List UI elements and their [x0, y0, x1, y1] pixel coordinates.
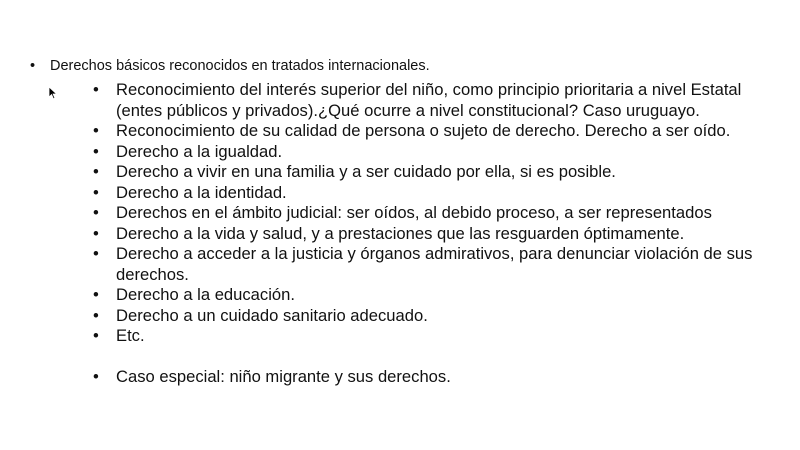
list-item	[93, 244, 783, 285]
list-item	[93, 162, 783, 183]
sub-bullet-list	[93, 80, 783, 387]
list-item	[93, 203, 783, 224]
list-item-text: Derecho a vivir en una familia y a ser cuidado por ella, si es posible.	[116, 162, 616, 181]
list-item	[93, 306, 783, 327]
list-item-text: Reconocimiento de su calidad de persona o sujeto de derecho. Derecho a ser oído.	[116, 121, 731, 140]
bullet-icon: •	[93, 203, 99, 222]
list-item-text: Caso especial: niño migrante y sus derechos.	[116, 366, 451, 386]
list-item	[93, 367, 783, 388]
list-item	[93, 224, 783, 245]
bullet-icon: •	[93, 182, 99, 202]
bullet-icon: •	[93, 223, 99, 243]
list-item-text: Derechos en el ámbito judicial: ser oídos, al debido proceso, a ser representados	[116, 203, 712, 222]
list-item-text: Derecho a la educación.	[116, 285, 295, 304]
bullet-icon: •	[93, 244, 99, 263]
list-item-text: Derecho a la identidad.	[116, 182, 287, 202]
list-item	[93, 326, 783, 347]
bullet-icon: •	[93, 121, 99, 140]
bullet-icon: •	[93, 80, 99, 99]
list-item	[93, 183, 783, 204]
bullet-icon: •	[93, 366, 99, 386]
bullet-icon: •	[93, 326, 99, 345]
list-item-text: Derecho a acceder a la justicia y órganos admirativos, para denunciar violación de sus derechos.	[116, 244, 753, 284]
list-item	[93, 121, 783, 142]
top-bullet-text: Derechos básicos reconocidos en tratados internacionales.	[50, 58, 430, 74]
bullet-icon: •	[93, 141, 99, 161]
list-item-text: Reconocimiento del interés superior del niño, como principio prioritaria a nivel Estatal (entes públicos y privados).¿Qué ocurre a nivel constitucional? Caso uruguayo.	[116, 80, 742, 120]
list-item-text: Derecho a la igualdad.	[116, 141, 283, 161]
top-bullet-item	[30, 57, 430, 75]
list-item	[93, 142, 783, 163]
list-item	[93, 80, 783, 121]
list-item	[93, 285, 783, 306]
list-item-text: Etc.	[116, 326, 145, 345]
list-item-text: Derecho a la vida y salud, y a prestaciones que las resguarden óptimamente.	[116, 223, 685, 243]
bullet-icon: •	[93, 285, 99, 304]
list-item-text: Derecho a un cuidado sanitario adecuado.	[116, 305, 428, 325]
bullet-icon: •	[93, 162, 99, 181]
bullet-icon: •	[30, 58, 36, 74]
bullet-icon: •	[93, 305, 99, 325]
mouse-pointer-icon	[48, 86, 58, 100]
